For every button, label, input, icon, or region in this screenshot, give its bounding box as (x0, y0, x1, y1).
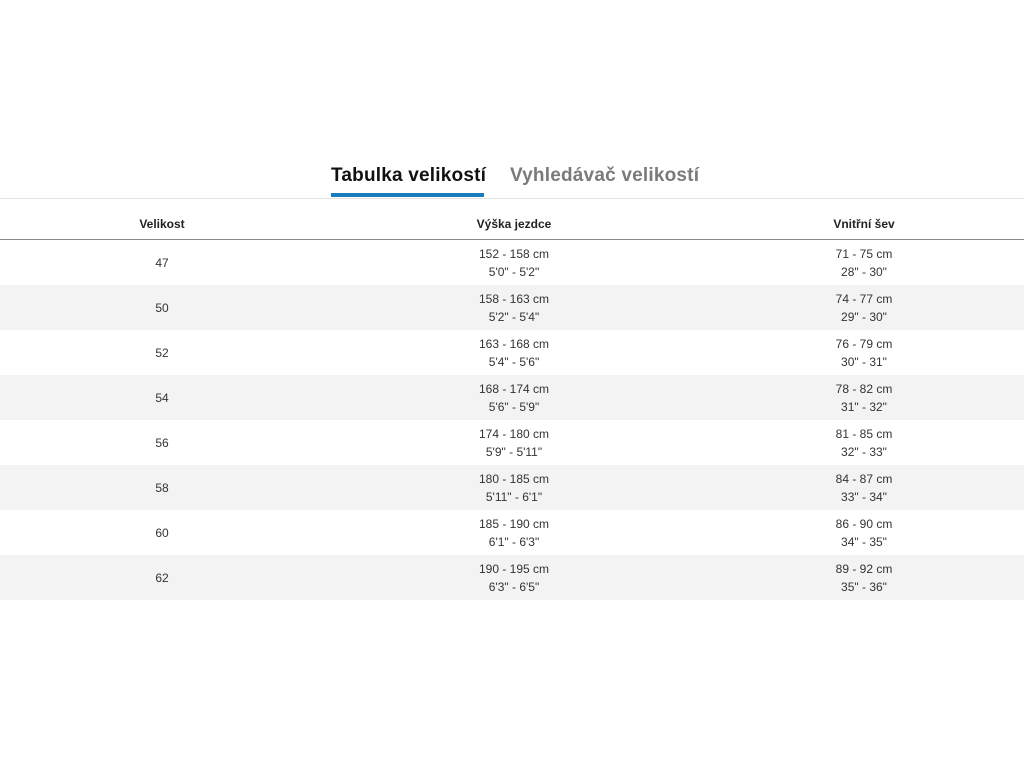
inseam-cell (704, 510, 1024, 555)
rider-height-cell (324, 375, 704, 420)
size-cell: 54 (0, 375, 324, 420)
table-header-row (0, 208, 1024, 240)
rider-height-cell (324, 510, 704, 555)
rider-height-cell (324, 285, 704, 330)
inseam-cm: 89 - 92 cm (835, 561, 893, 576)
inseam-cell (704, 555, 1024, 600)
inseam-cm: 86 - 90 cm (835, 516, 893, 531)
inseam-cell (704, 285, 1024, 330)
height-in: 5'9" - 5'11" (485, 444, 543, 459)
table-row (0, 240, 1024, 286)
inseam-cell (704, 420, 1024, 465)
tab-size-finder[interactable]: Vyhledávač velikostí (510, 165, 700, 186)
table-row (0, 330, 1024, 375)
height-in: 5'6" - 5'9" (488, 399, 540, 414)
height-in: 5'11" - 6'1" (485, 489, 543, 504)
rider-height-cell (324, 330, 704, 375)
size-guide-tabs (0, 160, 1024, 199)
size-cell: 52 (155, 345, 169, 360)
inseam-cm: 84 - 87 cm (835, 471, 893, 486)
table-row (0, 285, 1024, 330)
column-header-inseam: Vnitřní šev (704, 208, 1024, 240)
height-in: 5'2" - 5'4" (488, 309, 540, 324)
height-in: 6'1" - 6'3" (488, 534, 540, 549)
size-cell: 56 (155, 435, 169, 450)
table-row (0, 375, 1024, 420)
rider-height-cell (324, 420, 704, 465)
height-cm: 168 - 174 cm (478, 381, 550, 396)
rider-height-cell (324, 555, 704, 600)
inseam-cm: 74 - 77 cm (835, 291, 893, 306)
inseam-cell (704, 240, 1024, 286)
inseam-cm: 76 - 79 cm (835, 336, 893, 351)
table-row (0, 420, 1024, 465)
table-row (0, 555, 1024, 600)
height-in: 6'3" - 6'5" (488, 579, 540, 594)
inseam-cell (704, 375, 1024, 420)
size-cell: 58 (0, 465, 324, 510)
table-row (0, 510, 1024, 555)
height-in: 5'4" - 5'6" (488, 354, 540, 369)
size-cell: 47 (155, 255, 169, 270)
inseam-cm: 71 - 75 cm (835, 246, 893, 261)
inseam-in: 33" - 34" (841, 489, 887, 504)
inseam-in: 29" - 30" (841, 309, 887, 324)
height-cm: 185 - 190 cm (478, 516, 550, 531)
height-cm: 152 - 158 cm (478, 246, 550, 261)
inseam-cm: 78 - 82 cm (835, 381, 893, 396)
inseam-in: 31" - 32" (841, 399, 887, 414)
inseam-in: 28" - 30" (841, 264, 887, 279)
column-header-size: Velikost (0, 208, 324, 240)
size-cell: 60 (155, 525, 169, 540)
size-cell: 62 (0, 555, 324, 600)
height-in: 5'0" - 5'2" (488, 264, 540, 279)
height-cm: 174 - 180 cm (478, 426, 550, 441)
tab-size-table[interactable]: Tabulka velikostí (331, 165, 487, 186)
inseam-cm: 81 - 85 cm (835, 426, 893, 441)
table-row (0, 465, 1024, 510)
active-tab-indicator (331, 193, 484, 197)
rider-height-cell (324, 465, 704, 510)
inseam-in: 32" - 33" (841, 444, 887, 459)
height-cm: 163 - 168 cm (478, 336, 550, 351)
height-cm: 190 - 195 cm (478, 561, 550, 576)
size-cell: 50 (0, 285, 324, 330)
height-cm: 180 - 185 cm (478, 471, 550, 486)
rider-height-cell (324, 240, 704, 286)
column-header-rider-height: Výška jezdce (324, 208, 704, 240)
inseam-cell (704, 330, 1024, 375)
inseam-in: 35" - 36" (841, 579, 887, 594)
size-table (0, 208, 1024, 600)
inseam-cell (704, 465, 1024, 510)
inseam-in: 34" - 35" (841, 534, 887, 549)
inseam-in: 30" - 31" (841, 354, 887, 369)
height-cm: 158 - 163 cm (478, 291, 550, 306)
